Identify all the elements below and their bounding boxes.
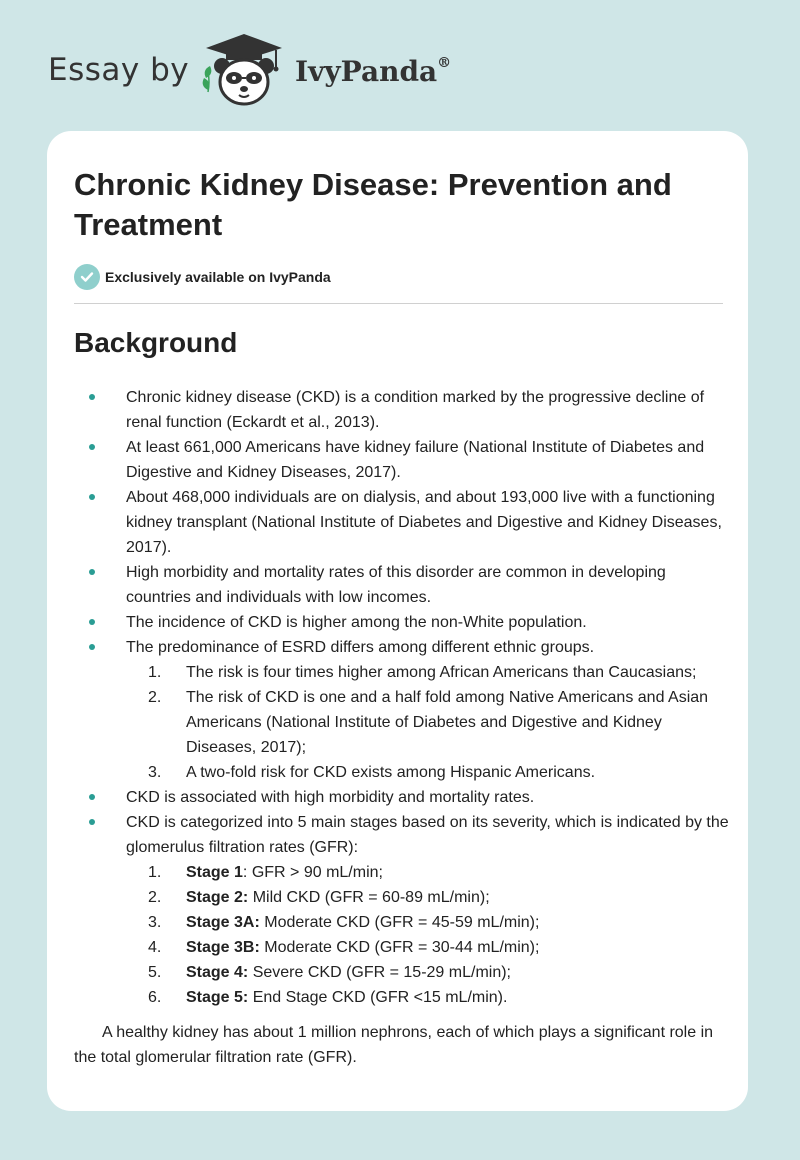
stage-item: 4. Stage 3B: Moderate CKD (GFR = 30-44 mL/min); xyxy=(148,939,540,956)
body-paragraph: A healthy kidney has about 1 million nephrons, each of which plays a significant role in the total glomerular filtration rate (GFR). xyxy=(74,1024,714,1066)
list-item: At least 661,000 Americans have kidney failure (National Institute of Diabetes and Digestive and Kidney Diseases, 2017). xyxy=(74,435,734,485)
list-item: The incidence of CKD is higher among the non-White population. xyxy=(74,610,734,635)
panda-logo-icon[interactable] xyxy=(196,30,292,110)
stage-item: 3. Stage 3A: Moderate CKD (GFR = 45-59 mL/min); xyxy=(148,914,540,931)
page-title: Chronic Kidney Disease: Prevention and Treatment xyxy=(74,167,672,242)
ethnic-risk-list xyxy=(126,660,734,785)
exclusive-badge xyxy=(74,264,331,290)
sub-list-item: 2. The risk of CKD is one and a half fold among Native Americans and Asian Americans (National Institute of Diabetes and Digestive and Kidney Diseases, 2017); xyxy=(148,689,709,756)
stage-item: 2. Stage 2: Mild CKD (GFR = 60-89 mL/min); xyxy=(148,889,490,906)
sub-list-item: 3. A two-fold risk for CKD exists among Hispanic Americans. xyxy=(148,764,596,781)
essay-by-label: Essay by xyxy=(48,52,190,88)
site-header xyxy=(0,0,800,130)
section-heading: Background xyxy=(74,327,238,358)
list-item: High morbidity and mortality rates of this disorder are common in developing countries and individuals with low incomes. xyxy=(74,560,734,610)
list-item: The predominance of ESRD differs among different ethnic groups. 1. The risk is four times higher among African Americans than Caucasians; 2. The risk of CKD is one and a half fold among Native Americans and Asian Americans (National Institute of Diabetes and Digestive and Kidney Diseases, 2017); 3. A two-fold risk for CKD exists among Hispanic Americans. xyxy=(74,635,734,785)
list-item: About 468,000 individuals are on dialysis, and about 193,000 live with a functioning kidney transplant (National Institute of Diabetes and Digestive and Kidney Diseases, 2017). xyxy=(74,485,734,560)
bullet-list xyxy=(74,385,734,1010)
check-icon xyxy=(74,264,100,290)
sub-list-item: 1. The risk is four times higher among African Americans than Caucasians; xyxy=(148,664,697,681)
exclusive-label: Exclusively available on IvyPanda xyxy=(105,269,331,285)
essay-card xyxy=(47,131,748,1111)
list-item: CKD is categorized into 5 main stages based on its severity, which is indicated by the glomerulus filtration rates (GFR): 1. Stage 1: GFR > 90 mL/min; 2. Stage 2: Mild CKD (GFR = 60-89 mL/min); 3. Stage 3A: Moderate CKD (GFR = 45-59 mL/min); 4. Stage 3B: Moderate CKD (GFR = 30-44 mL/min); 5. Stage 4: Severe CKD (GFR = 15-29 mL/min); 6. Stage 5: End Stage CKD (GFR <15 mL/min). xyxy=(74,810,734,1010)
ckd-stages-list xyxy=(126,860,734,1010)
brand-name[interactable]: IvyPanda® xyxy=(295,54,452,88)
list-item: CKD is associated with high morbidity and mortality rates. xyxy=(74,785,734,810)
stage-item: 5. Stage 4: Severe CKD (GFR = 15-29 mL/min); xyxy=(148,964,511,981)
divider xyxy=(74,303,723,304)
stage-item: 6. Stage 5: End Stage CKD (GFR <15 mL/min). xyxy=(148,989,508,1006)
stage-item: 1. Stage 1: GFR > 90 mL/min; xyxy=(148,864,383,881)
list-item: Chronic kidney disease (CKD) is a condition marked by the progressive decline of renal function (Eckardt et al., 2013). xyxy=(74,385,734,435)
article-body xyxy=(74,385,734,1070)
